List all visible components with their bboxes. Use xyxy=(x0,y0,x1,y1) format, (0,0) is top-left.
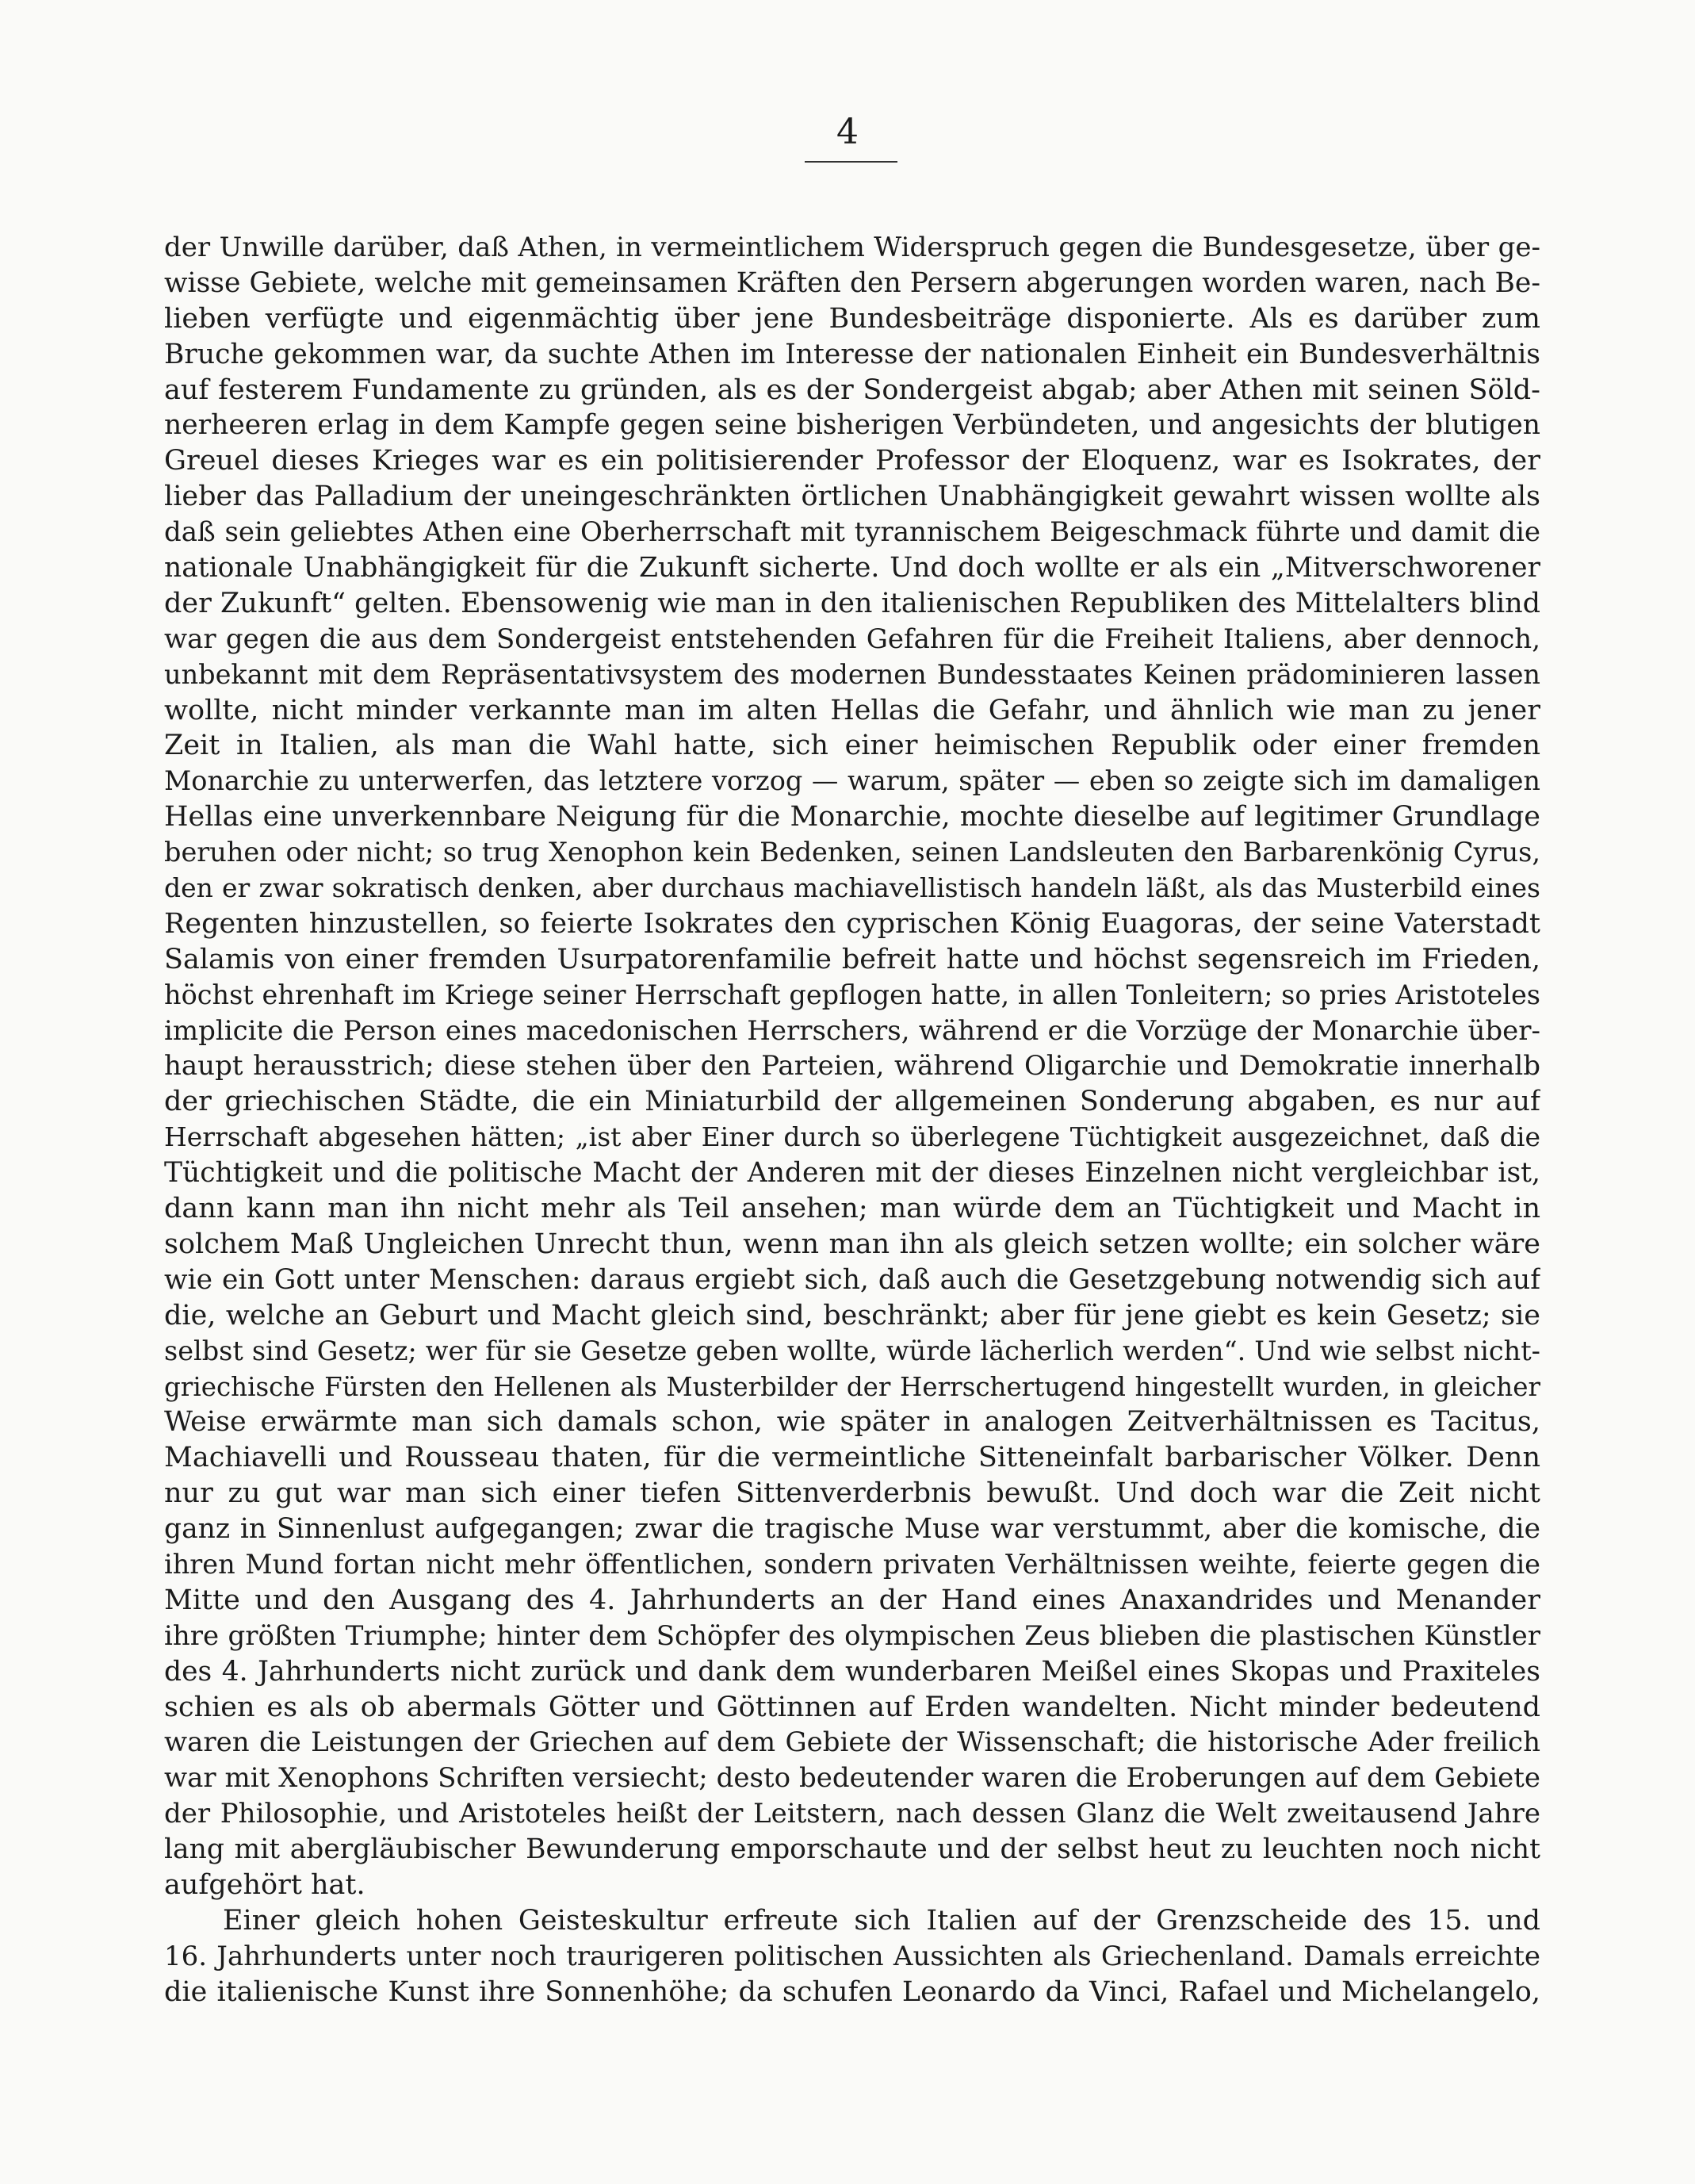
text-line: Zeit in Italien, als man die Wahl hatte, sich einer heimischen Republik oder einer fremden xyxy=(164,730,1540,762)
paragraph-end-line: aufgehört hat. xyxy=(164,1868,365,1901)
text-line: wisse Gebiete, welche mit gemeinsamen Kräften den Persern abgerungen worden waren, nach Be- xyxy=(164,266,1540,299)
text-line: lieben verfügte und eigenmächtig über jene Bundesbeiträge disponierte. Als es darüber zum xyxy=(164,302,1540,335)
text-line: Hellas eine unverkennbare Neigung für die Monarchie, mochte dieselbe auf legitimer Grundlage xyxy=(164,801,1540,833)
text-line: Weise erwärmte man sich damals schon, wie später in analogen Zeitverhältnissen es Tacitus, xyxy=(164,1406,1540,1439)
text-line: höchst ehrenhaft im Kriege seiner Herrschaft gepflogen hatte, in allen Tonleitern; so pries Aristoteles xyxy=(164,979,1540,1010)
text-line: Salamis von einer fremden Usurpatorenfamilie befreit hatte und höchst segensreich im Frieden, xyxy=(164,943,1540,975)
text-line: nationale Unabhängigkeit für die Zukunft sicherte. Und doch wollte er als ein „Mitverschworener xyxy=(164,552,1540,584)
text-line: wollte, nicht minder verkannte man im alten Hellas die Gefahr, und ähnlich wie man zu jener xyxy=(164,694,1540,726)
text-line: war mit Xenophons Schriften versiecht; desto bedeutender waren die Eroberungen auf dem Gebiete xyxy=(164,1762,1540,1795)
text-line: Tüchtigkeit und die politische Macht der Anderen mit der dieses Einzelnen nicht vergleichbar ist, xyxy=(164,1157,1540,1190)
text-line: war gegen die aus dem Sondergeist entstehenden Gefahren für die Freiheit Italiens, aber dennoch, xyxy=(164,623,1540,655)
text-line: ihre größten Triumphe; hinter dem Schöpfer des olympischen Zeus blieben die plastischen Künstler xyxy=(164,1619,1540,1652)
text-line: unbekannt mit dem Repräsentativsystem des modernen Bundesstaates Keinen prädominieren lassen xyxy=(164,658,1540,690)
text-line: wie ein Gott unter Menschen: daraus ergiebt sich, daß auch die Gesetzgebung notwendig sich auf xyxy=(164,1263,1540,1296)
paragraph-start-line: Einer gleich hohen Geisteskultur erfreute sich Italien auf der Grenzscheide des 15. und xyxy=(223,1904,1540,1937)
body-text xyxy=(164,230,1540,2010)
text-line: schien es als ob abermals Götter und Göttinnen auf Erden wandelten. Nicht minder bedeutend xyxy=(164,1691,1540,1723)
text-line: ihren Mund fortan nicht mehr öffentlichen, sondern privaten Verhältnissen weihte, feierte gegen die xyxy=(164,1548,1540,1580)
text-line: lang mit abergläubischer Bewunderung emporschaute und der selbst heut zu leuchten noch nicht xyxy=(164,1833,1540,1866)
text-line: Greuel dieses Krieges war es ein politisierender Professor der Eloquenz, war es Isokrates, der xyxy=(164,445,1540,477)
text-line: nerheeren erlag in dem Kampfe gegen seine bisherigen Verbündeten, und angesichts der blutigen xyxy=(164,409,1540,442)
text-line: Mitte und den Ausgang des 4. Jahrhunderts an der Hand eines Anaxandrides und Menander xyxy=(164,1584,1540,1616)
text-line: solchem Maß Ungleichen Unrecht thun, wenn man ihn als gleich setzen wollte; ein solcher wäre xyxy=(164,1228,1540,1260)
text-line: der Zukunft“ gelten. Ebensowenig wie man in den italienischen Republiken des Mittelalters blind xyxy=(164,587,1540,619)
text-line: Monarchie zu unterwerfen, das letztere vorzog — warum, später — eben so zeigte sich im damaligen xyxy=(164,765,1540,797)
text-line: beruhen oder nicht; so trug Xenophon kein Bedenken, seinen Landsleuten den Barbarenkönig Cyrus, xyxy=(164,837,1540,868)
text-line: der Unwille darüber, daß Athen, in vermeintlichem Widerspruch gegen die Bundesgesetze, über ge- xyxy=(164,232,1540,263)
text-line: den er zwar sokratisch denken, aber durchaus machiavellistisch handeln läßt, als das Musterbild eines xyxy=(164,872,1540,904)
text-line: der Philosophie, und Aristoteles heißt der Leitstern, nach dessen Glanz die Welt zweitausend Jahre xyxy=(164,1798,1540,1830)
text-line: Herrschaft abgesehen hätten; „ist aber Einer durch so überlegene Tüchtigkeit ausgezeichnet, daß die xyxy=(164,1121,1540,1153)
text-line: griechische Fürsten den Hellenen als Musterbilder der Herrschertugend hingestellt wurden, in gleicher xyxy=(164,1371,1540,1402)
text-line: daß sein geliebtes Athen eine Oberherrschaft mit tyrannischem Beigeschmack führte und damit die xyxy=(164,516,1540,549)
page-number: 4 xyxy=(836,112,859,152)
text-line: waren die Leistungen der Griechen auf dem Gebiete der Wissenschaft; die historische Ader freilich xyxy=(164,1726,1540,1759)
text-line: implicite die Person eines macedonischen Herrschers, während er die Vorzüge der Monarchie über- xyxy=(164,1014,1540,1047)
header-rule xyxy=(805,161,897,163)
text-line: dann kann man ihn nicht mehr als Teil ansehen; man würde dem an Tüchtigkeit und Macht in xyxy=(164,1193,1540,1225)
text-line: 16. Jahrhunderts unter noch traurigeren politischen Aussichten als Griechenland. Damals erreichte xyxy=(164,1940,1540,1972)
text-line: Bruche gekommen war, da suchte Athen im Interesse der nationalen Einheit ein Bundesverhältnis xyxy=(164,338,1540,370)
text-line: die, welche an Geburt und Macht gleich sind, beschränkt; aber für jene giebt es kein Gesetz; sie xyxy=(164,1299,1540,1331)
text-line: die italienische Kunst ihre Sonnenhöhe; da schufen Leonardo da Vinci, Rafael und Michelangelo, xyxy=(164,1975,1540,2008)
text-line: auf festerem Fundamente zu gründen, als es der Sondergeist abgab; aber Athen mit seinen Söld- xyxy=(164,374,1540,406)
text-line: nur zu gut war man sich einer tiefen Sittenverderbnis bewußt. Und doch war die Zeit nicht xyxy=(164,1477,1540,1510)
text-line: haupt herausstrich; diese stehen über den Parteien, während Oligarchie und Demokratie innerhalb xyxy=(164,1050,1540,1082)
text-line: lieber das Palladium der uneingeschränkten örtlichen Unabhängigkeit gewahrt wissen wollte als xyxy=(164,481,1540,513)
text-line: des 4. Jahrhunderts nicht zurück und dank dem wunderbaren Meißel eines Skopas und Praxiteles xyxy=(164,1655,1540,1688)
text-line: Machiavelli und Rousseau thaten, für die vermeintliche Sitteneinfalt barbarischer Völker. Denn xyxy=(164,1442,1540,1474)
text-line: selbst sind Gesetz; wer für sie Gesetze geben wollte, würde lächerlich werden“. Und wie selbst nicht- xyxy=(164,1335,1540,1366)
text-line: der griechischen Städte, die ein Miniaturbild der allgemeinen Sonderung abgaben, es nur auf xyxy=(164,1086,1540,1118)
text-line: Regenten hinzustellen, so feierte Isokrates den cyprischen König Euagoras, der seine Vaterstadt xyxy=(164,907,1540,940)
text-line: ganz in Sinnenlust aufgegangen; zwar die tragische Muse war verstummt, aber die komische, die xyxy=(164,1513,1540,1546)
